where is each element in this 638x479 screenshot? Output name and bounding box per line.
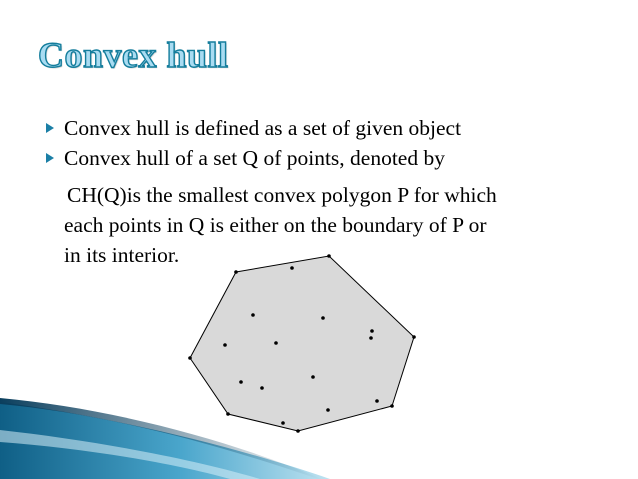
bullet-text-1: Convex hull is defined as a set of given object [64,116,462,140]
hull-vertex-point [226,412,230,416]
hull-vertex-point [412,335,416,339]
continuation-line-2: each points in Q is either on the boundary of P or [64,213,487,237]
convex-hull-polygon [190,256,414,431]
interior-point [274,341,278,345]
hull-vertex-point [188,356,192,360]
interior-point [326,408,330,412]
hull-vertex-point [327,254,331,258]
interior-point [311,375,315,379]
bullet-text-2: Convex hull of a set Q of points, denoted by [64,146,445,170]
boundary-point [290,266,294,270]
interior-point [251,313,255,317]
continuation-line-1: CH(Q)is the smallest convex polygon P for which [67,183,497,207]
continuation-line-3: in its interior. [64,243,180,267]
slide-title: Convex hull [38,35,229,75]
interior-point [370,329,374,333]
hull-vertex-point [234,270,238,274]
interior-point [281,421,285,425]
interior-point [375,399,379,403]
hull-vertex-point [296,429,300,433]
interior-point [260,386,264,390]
interior-point [223,343,227,347]
hull-vertex-point [390,404,394,408]
interior-point [321,316,325,320]
interior-point [239,380,243,384]
interior-point [369,336,373,340]
